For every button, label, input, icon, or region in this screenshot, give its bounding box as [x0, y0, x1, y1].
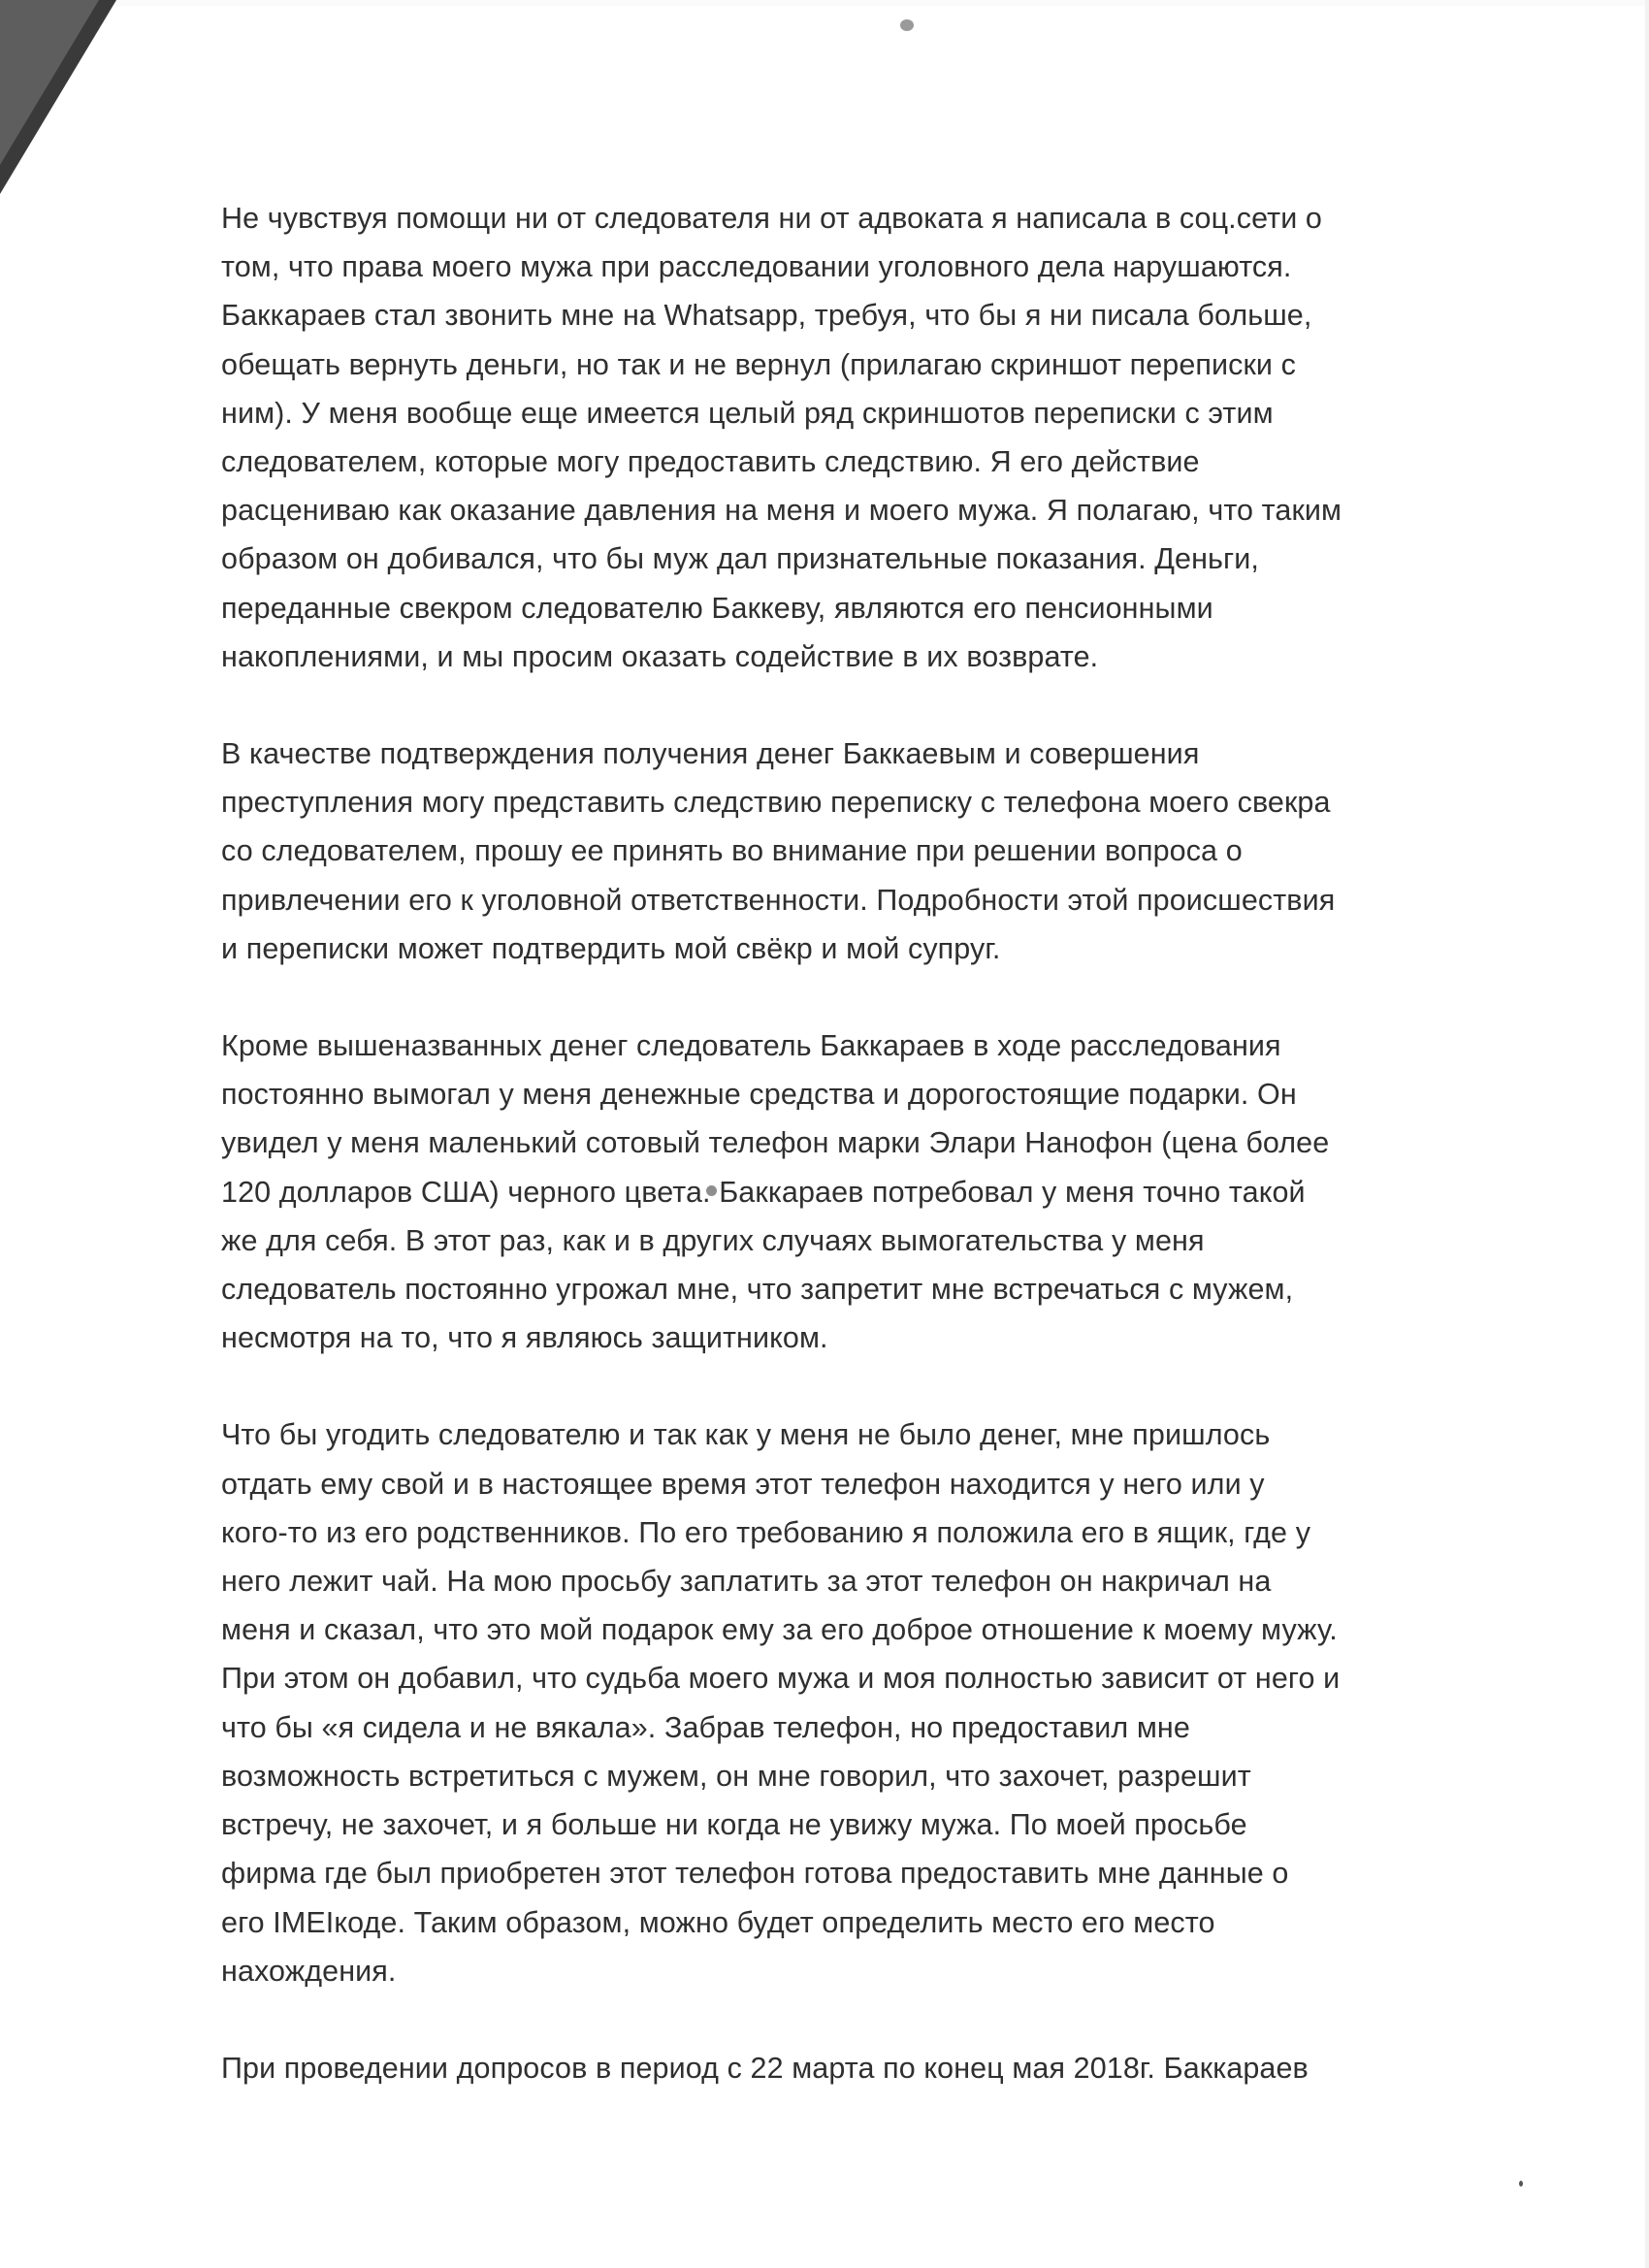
- text-line: преступления могу представить следствию переписку с телефона моего свекра: [221, 786, 1331, 820]
- text-line: постоянно вымогал у меня денежные средства и дорогостоящие подарки. Он: [221, 1078, 1297, 1112]
- text-line: же для себя. В этот раз, как и в других случаях вымогательства у меня: [221, 1223, 1205, 1257]
- text-line: Не чувствуя помощи ни от следователя ни от адвоката я написала в соц.сети о: [221, 202, 1322, 235]
- text-line: со следователем, прошу ее принять во внимание при решении вопроса о: [221, 834, 1243, 868]
- text-line: и переписки может подтвердить мой свёкр и мой супруг.: [221, 931, 1001, 965]
- text-line: накоплениями, и мы просим оказать содействие в их возврате.: [221, 639, 1099, 673]
- text-line: следователем, которые могу предоставить следствию. Я его действие: [221, 445, 1200, 479]
- text-line: меня и сказал, что это мой подарок ему за его доброе отношение к моему мужу.: [221, 1613, 1338, 1647]
- text-line: него лежит чай. На мою просьбу заплатить за этот телефон он накричал на: [221, 1565, 1272, 1599]
- text-line: В качестве подтверждения получения денег Баккаевым и совершения: [221, 737, 1200, 771]
- scan-top-edge: [0, 0, 1649, 6]
- text-line: несмотря на то, что я являюсь защитником.: [221, 1321, 828, 1355]
- text-line: кого-то из его родственников. По его требованию я положила его в ящик, где у: [221, 1515, 1311, 1549]
- text-line: ним). У меня вообще еще имеется целый ряд скриншотов переписки с этим: [221, 396, 1274, 430]
- text-line: отдать ему свой и в настоящее время этот телефон находится у него или у: [221, 1467, 1265, 1501]
- text-line: нахождения.: [221, 1954, 397, 1988]
- text-line: Кроме вышеназванных денег следователь Баккараев в ходе расследования: [221, 1029, 1281, 1063]
- text-line: Баккараев стал звонить мне на Whatsapp, требуя, что бы я ни писала больше,: [221, 299, 1312, 333]
- document-page: [221, 194, 1346, 2092]
- text-line: При этом он добавил, что судьба моего мужа и моя полностью зависит от него и: [221, 1662, 1341, 1696]
- paragraph-5: [221, 2044, 1346, 2092]
- paragraph-2: [221, 729, 1346, 973]
- text-line: При проведении допросов в период с 22 марта по конец мая 2018г. Баккараев: [221, 2051, 1309, 2085]
- text-line: Что бы угодить следователю и так как у меня не было денег, мне пришлось: [221, 1418, 1271, 1452]
- text-line: привлечении его к уголовной ответственности. Подробности этой происшествия: [221, 883, 1336, 917]
- paragraph-4: [221, 1410, 1346, 1994]
- scan-speck-top: [900, 19, 914, 31]
- text-line: фирма где был приобретен этот телефон готова предоставить мне данные о: [221, 1857, 1289, 1891]
- scan-corner-shadow-inner: [0, 0, 99, 165]
- scan-speck-bottom: [1519, 2181, 1523, 2187]
- scan-right-edge: [1645, 0, 1649, 2268]
- text-line: следователь постоянно угрожал мне, что запретит мне встречаться с мужем,: [221, 1273, 1294, 1307]
- text-line: возможность встретиться с мужем, он мне говорил, что захочет, разрешит: [221, 1759, 1251, 1793]
- paragraph-1: [221, 194, 1346, 681]
- text-line: обещать вернуть деньги, но так и не вернул (прилагаю скриншот переписки с: [221, 347, 1296, 381]
- text-line: том, что права моего мужа при расследовании уголовного дела нарушаются.: [221, 250, 1292, 284]
- text-line: образом он добивался, что бы муж дал признательные показания. Деньги,: [221, 542, 1259, 576]
- text-line: расцениваю как оказание давления на меня и моего мужа. Я полагаю, что таким: [221, 494, 1342, 528]
- text-line: 120 долларов США) черного цвета. Баккараев потребовал у меня точно такой: [221, 1175, 1306, 1209]
- text-line: встречу, не захочет, и я больше ни когда не увижу мужа. По моей просьбе: [221, 1808, 1247, 1842]
- text-line: его IMEIкоде. Таким образом, можно будет определить место его место: [221, 1905, 1215, 1939]
- text-line: что бы «я сидела и не вякала». Забрав телефон, но предоставил мне: [221, 1710, 1190, 1744]
- paragraph-3: [221, 1021, 1346, 1362]
- text-line: переданные свекром следователю Баккеву, являются его пенсионными: [221, 591, 1213, 625]
- text-line: увидел у меня маленький сотовый телефон марки Элари Нанофон (цена более: [221, 1126, 1330, 1160]
